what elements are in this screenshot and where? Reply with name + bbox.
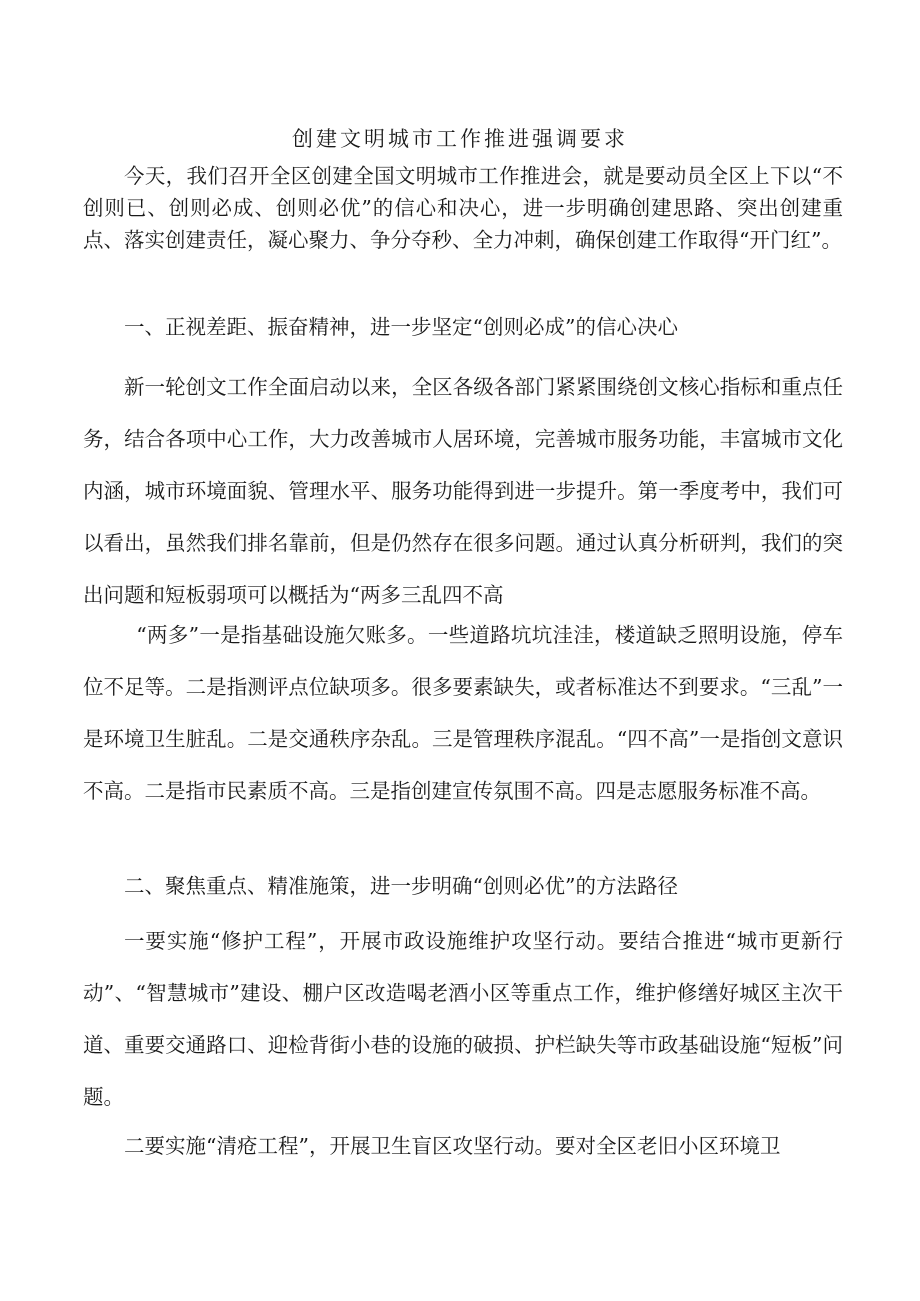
section-heading-2: 二、聚焦重点、精准施策，进一步明确“创则必优”的方法路径	[124, 874, 678, 898]
intro-paragraph: 今天，我们召开全区创建全国文明城市工作推进会，就是要动员全区上下以“不创则已、创则必成、创则必优”的信心和决心，进一步明确创建思路、突出创建重点、落实创建责任，凝心聚力、争分夺秒、全力冲刺，确保创建工作取得“开门红”。	[83, 164, 843, 252]
body-paragraph-1: 新一轮创文工作全面启动以来，全区各级各部门紧紧围绕创文核心指标和重点任务，结合各项中心工作，大力改善城市人居环境，完善城市服务功能，丰富城市文化内涵，城市环境面貌、管理水平、服务功能得到进一步提升。第一季度考中，我们可以看出，虽然我们排名靠前，但是仍然存在很多问题。通过认真分析研判，我们的突出问题和短板弱项可以概括为“两多三乱四不高	[83, 375, 843, 607]
body-paragraph-4: 二要实施“清疮工程”，开展卫生盲区攻坚行动。要对全区老旧小区环境卫	[124, 1134, 781, 1158]
body-paragraph-2: “两多”一是指基础设施欠账多。一些道路坑坑洼洼，楼道缺乏照明设施，停车位不足等。二是指测评点位缺项多。很多要素缺失，或者标准达不到要求。“三乱”一是环境卫生脏乱。二是交通秩序杂乱。三是管理秩序混乱。“四不高”一是指创文意识不高。二是指市民素质不高。三是指创建宣传氛围不高。四是志愿服务标准不高。	[83, 623, 843, 803]
section-heading-1: 一、正视差距、振奋精神，进一步坚定“创则必成”的信心决心	[124, 315, 678, 339]
document-title: 创建文明城市工作推进强调要求	[292, 127, 628, 151]
body-paragraph-3: 一要实施“修护工程”，开展市政设施维护攻坚行动。要结合推进“城市更新行动”、“智慧城市”建设、棚户区改造喝老酒小区等重点工作，维护修缮好城区主次干道、重要交通路口、迎检背街小巷的设施的破损、护栏缺失等市政基础设施“短板”问题。	[83, 929, 843, 1109]
